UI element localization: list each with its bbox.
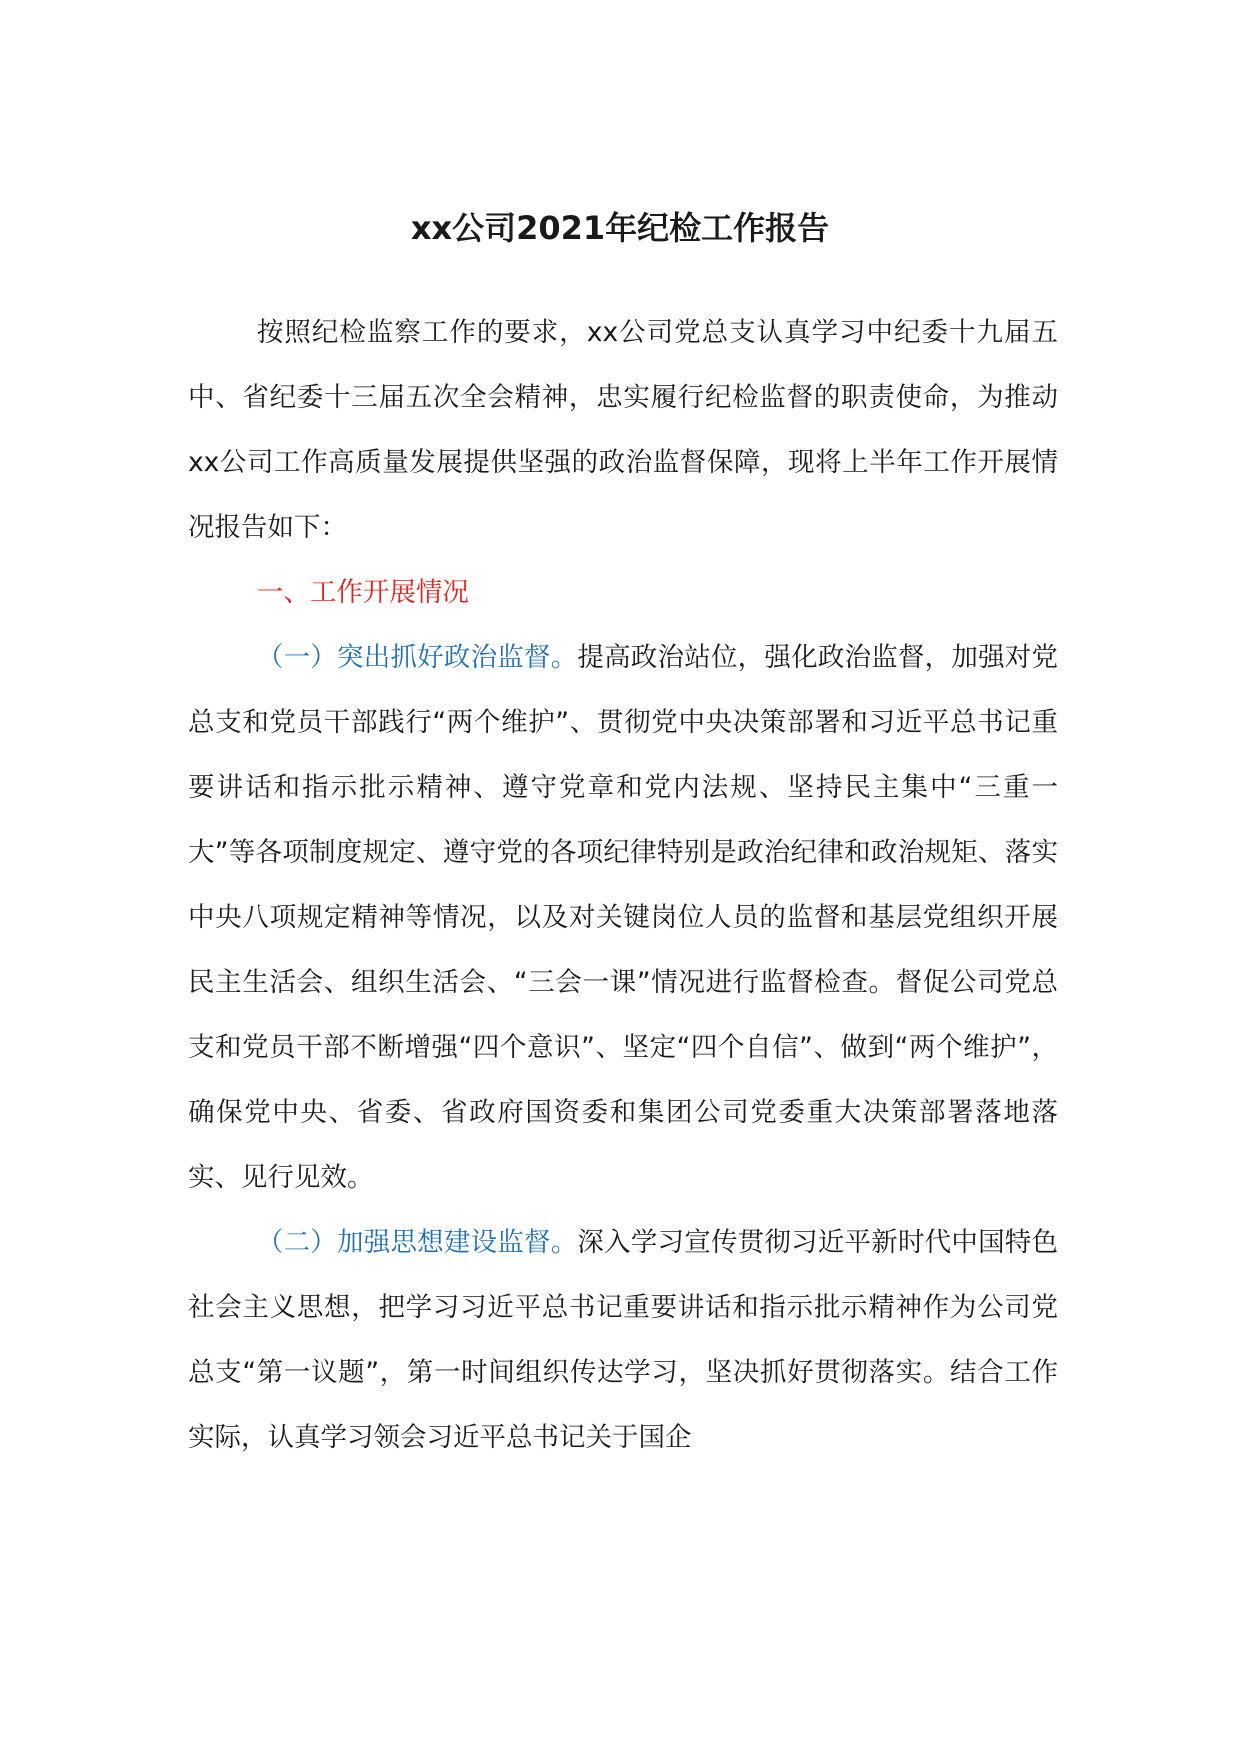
document-title: xx公司2021年纪检工作报告 [410, 209, 830, 247]
subsection-1-paragraph [188, 625, 1058, 1210]
intro-paragraph: 按照纪检监察工作的要求，xx公司党总支认真学习中纪委十九届五中、省纪委十三届五次全会精神，忠实履行纪检监督的职责使命，为推动xx公司工作高质量发展提供坚强的政治监督保障，现将上半年工作开展情况报告如下： [188, 317, 1058, 543]
section-heading-paragraph [188, 560, 1058, 625]
subsection-2-heading: （二）加强思想建设监督。 [256, 1227, 578, 1258]
subsection-2-text: 深入学习宣传贯彻习近平新时代中国特色社会主义思想，把学习习近平总书记重要讲话和指示批示精神作为公司党总支“第一议题”，第一时间组织传达学习，坚决抓好贯彻落实。结合工作实际，认真学习领会习近平总书记关于国企 [188, 1227, 1059, 1453]
subsection-1-text: 提高政治站位，强化政治监督，加强对党总支和党员干部践行“两个维护”、贯彻党中央决策部署和习近平总书记重要讲话和指示批示精神、遵守党章和党内法规、坚持民主集中“三重一大”等各项制度规定、遵守党的各项纪律特别是政治纪律和政治规矩、落实中央八项规定精神等情况，以及对关键岗位人员的监督和基层党组织开展民主生活会、组织生活会、“三会一课”情况进行监督检查。督促公司党总支和党员干部不断增强“四个意识”、坚定“四个自信”、做到“两个维护”，确保党中央、省委、省政府国资委和集团公司党委重大决策部署落地落实、见行见效。 [188, 642, 1059, 1193]
subsection-2-paragraph [188, 1210, 1058, 1470]
document-body [188, 300, 1058, 1470]
section-heading: 一、工作开展情况 [256, 577, 469, 608]
subsection-1-heading: （一）突出抓好政治监督。 [256, 642, 578, 673]
